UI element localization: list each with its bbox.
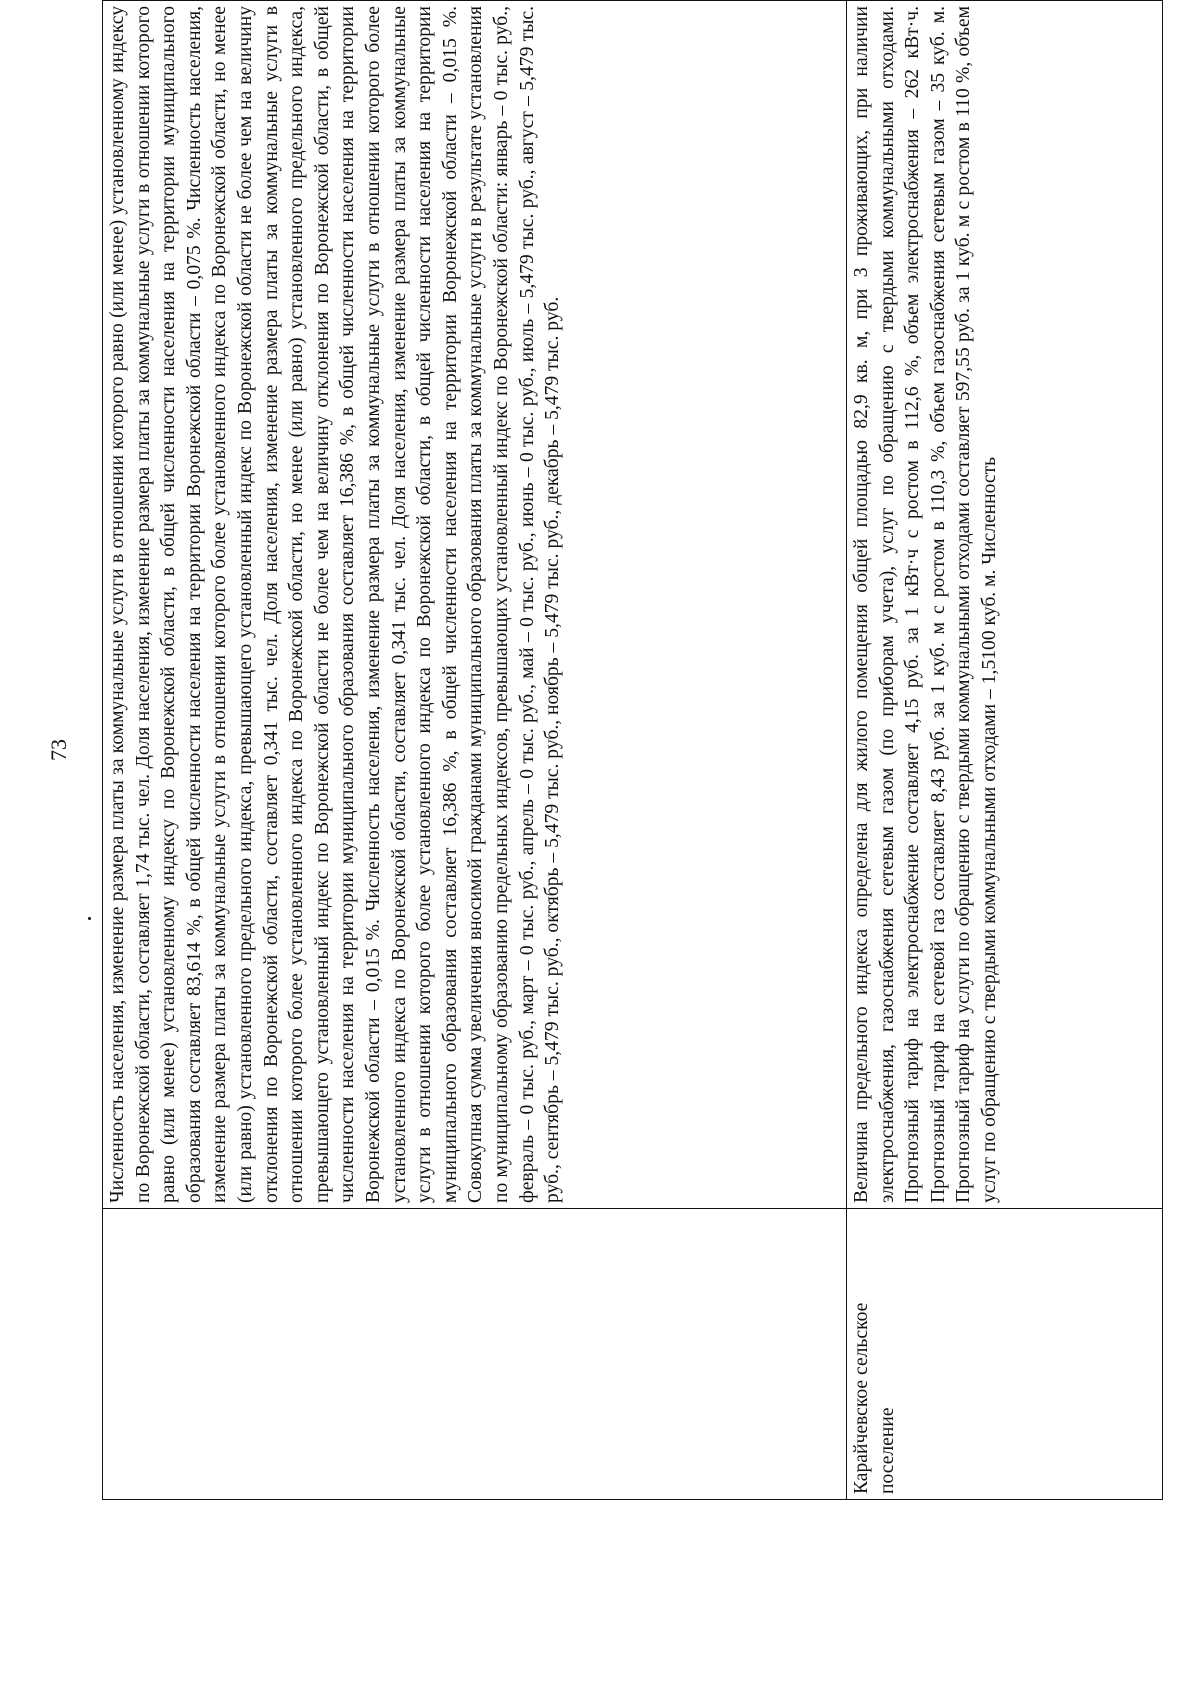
- tariff-table: [102, 0, 1163, 1500]
- table-row: [103, 1, 847, 1500]
- page-number: 73: [46, 739, 71, 761]
- municipality-name-cell: [103, 1209, 847, 1500]
- scan-dot: [88, 917, 91, 920]
- municipality-name-cell: [847, 1209, 1163, 1500]
- description-cell: [103, 1, 847, 1209]
- rotated-page: [46, 0, 1162, 1500]
- description-text: Величина предельного индекса определена для жилого помещения общей площадью 82,9 кв. м, при 3 проживающих, при наличии электроснабжения, газоснабжения сетевым газом (по приборам учета), услуг по обращению с твердыми коммунальными отходами. Прогнозный тариф на электроснабжение составляет 4,15 руб. за 1 кВт·ч с ростом в 112,6 %, объем электроснабжения – 262 кВт·ч. Прогнозный тариф на сетевой газ составляет 8,43 руб. за 1 куб. м с ростом в 110,3 %, объем газоснабжения сетевым газом – 35 куб. м. Прогнозный тариф на услуги по обращению с твердыми коммунальными отходами составляет 597,55 руб. за 1 куб. м с ростом в 110 %, объем услуг по обращению с твердыми коммунальными отходами – 1,5100 куб. м. Численность: [851, 6, 1000, 1203]
- description-cell: [847, 1, 1163, 1209]
- table-row: [847, 1, 1163, 1500]
- municipality-name: Карайчевское сельское поселение: [851, 1302, 898, 1494]
- description-text: Численность населения, изменение размера платы за коммунальные услуги в отношении которого равно (или менее) установленному индексу по Воронежской области, составляет 1,74 тыс. чел. Доля населения, изменение размера платы за коммунальные услуги в отношении которого равно (или менее) установленному индексу по Воронежской области, в общей численности населения на территории муниципального образования составляет 83,614 %, в общей численности населения на территории Воронежской области – 0,075 %. Численность населения, изменение размера платы за коммунальные услуги в отношении которого более установленного индекса по Воронежской области, но менее (или равно) установленного предельного индекса, превышающего установленный индекс по Воронежской области не более чем на величину отклонения по Воронежской области, составляет 0,341 тыс. чел. Доля населения, изменение размера платы за коммунальные услуги в отношении которого более установленного индекса по Воронежской области, но менее (или равно) установленного предельного индекса, превышающего установленный индекс по Воронежской области не более чем на величину отклонения по Воронежской области, в общей численности населения на территории муниципального образования составляет 16,386 %, в общей численности населения на территории Воронежской области – 0,015 %. Численность населения, изменение размера платы за коммунальные услуги в отношении которого более установленного индекса по Воронежской области, составляет 0,341 тыс. чел. Доля населения, изменение размера платы за коммунальные услуги в отношении которого более установленного индекса по Воронежской области, в общей численности населения на территории муниципального образования составляет 16,386 %, в общей численности населения на территории Воронежской области – 0,015 %. Совокупная сумма увеличения вносимой гражданами муниципального образования платы за коммунальные услуги в результате установления по муниципальному образованию предельных индексов, превышающих установленный индекс по Воронежской области: январь – 0 тыс. руб., февраль – 0 тыс. руб., март – 0 тыс. руб., апрель – 0 тыс. руб., май – 0 тыс. руб., июнь – 0 тыс. руб., июль – 5,479 тыс. руб., август – 5,479 тыс. руб., сентябрь – 5,479 тыс. руб., октябрь – 5,479 тыс. руб., ноябрь – 5,479 тыс. руб., декабрь – 5,479 тыс. руб.: [107, 6, 564, 1203]
